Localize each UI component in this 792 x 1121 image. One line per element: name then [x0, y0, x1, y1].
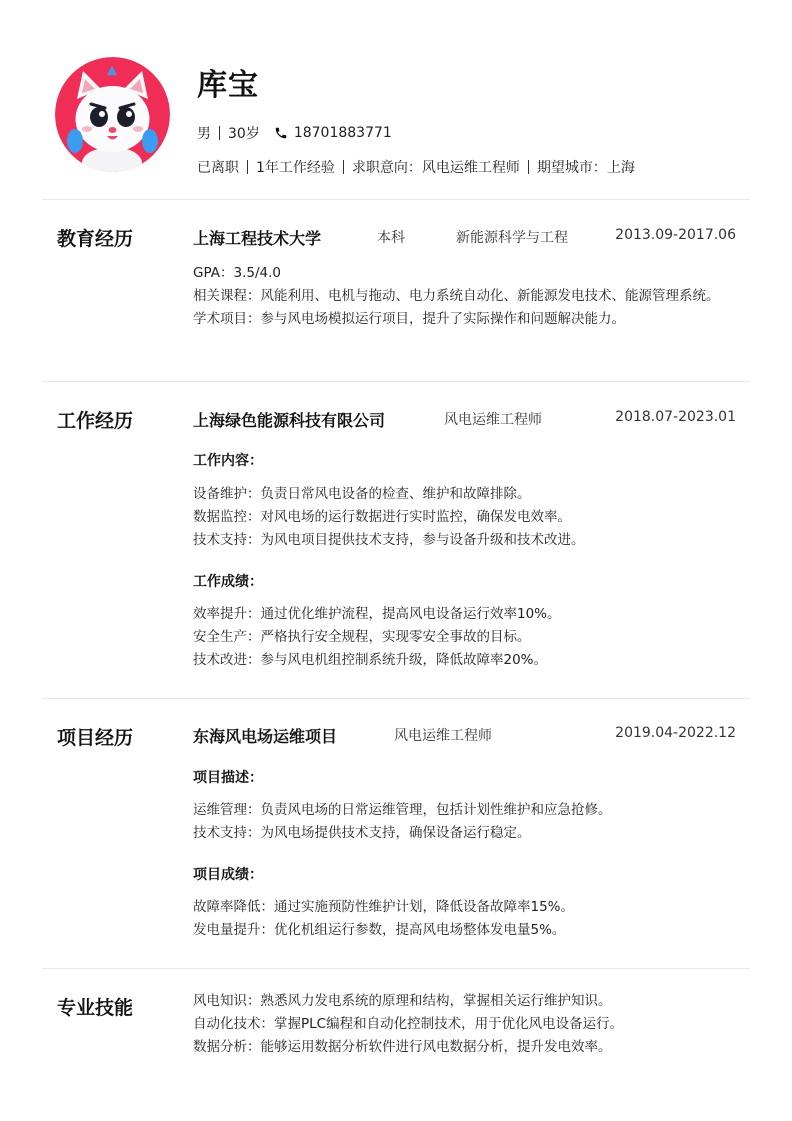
- list-item: 技术支持：为风电场提供技术支持，确保设备运行稳定。: [193, 825, 531, 841]
- project-role: 风电运维工程师: [394, 728, 492, 744]
- candidate-name: 库宝: [197, 68, 259, 103]
- section-title-education: 教育经历: [57, 228, 134, 250]
- project-result-heading: 项目成绩：: [193, 867, 263, 883]
- separator: [219, 126, 220, 140]
- avatar: [55, 57, 170, 172]
- list-item: 自动化技术：掌握PLC编程和自动化控制技术，用于优化风电设备运行。: [193, 1016, 624, 1032]
- expected-city: 期望城市：上海: [536, 160, 635, 176]
- list-item: GPA：3.5/4.0: [193, 265, 281, 281]
- work-content-heading: 工作内容：: [193, 453, 263, 469]
- list-item: 数据分析：能够运用数据分析软件进行风电数据分析，提升发电效率。: [193, 1039, 612, 1055]
- project-desc-heading: 项目描述：: [193, 770, 263, 786]
- list-item: 效率提升：通过优化维护流程，提高风电设备运行效率10%。: [193, 606, 561, 622]
- section-title-project: 项目经历: [57, 727, 134, 749]
- gender: 男: [197, 126, 211, 142]
- basic-info-row: [197, 123, 392, 143]
- section-title-work: 工作经历: [57, 410, 134, 432]
- work-role: 风电运维工程师: [444, 412, 542, 428]
- list-item: 技术改进：参与风电机组控制系统升级，降低故障率20%。: [193, 652, 548, 668]
- list-item: 技术支持：为风电项目提供技术支持，参与设备升级和技术改进。: [193, 532, 585, 548]
- employment-status: 已离职: [197, 160, 239, 176]
- degree: 本科: [377, 230, 405, 246]
- work-achievement-heading: 工作成绩：: [193, 574, 263, 590]
- separator: [247, 160, 248, 174]
- age: 30岁: [228, 126, 260, 142]
- list-item: 安全生产：严格执行安全规程，实现零安全事故的目标。: [193, 629, 531, 645]
- list-item: 设备维护：负责日常风电设备的检查、维护和故障排除。: [193, 486, 531, 502]
- project-name: 东海风电场运维项目: [193, 727, 338, 746]
- separator: [343, 160, 344, 174]
- list-item: 数据监控：对风电场的运行数据进行实时监控，确保发电效率。: [193, 509, 571, 525]
- education-date: 2013.09-2017.06: [615, 227, 736, 243]
- project-result-list: [193, 896, 723, 942]
- divider: [42, 199, 750, 200]
- company-name: 上海绿色能源科技有限公司: [193, 411, 386, 430]
- work-content-list: [193, 483, 723, 552]
- work-achievement-list: [193, 603, 723, 672]
- project-desc-list: [193, 799, 723, 845]
- divider: [42, 698, 750, 699]
- phone-icon: [274, 126, 288, 140]
- job-status-row: [197, 157, 635, 177]
- project-date: 2019.04-2022.12: [615, 725, 736, 741]
- phone-number: 18701883771: [293, 125, 392, 141]
- separator: [528, 160, 529, 174]
- work-date: 2018.07-2023.01: [615, 409, 736, 425]
- school-name: 上海工程技术大学: [193, 229, 322, 248]
- job-intention: 求职意向：风电运维工程师: [351, 160, 520, 176]
- major: 新能源科学与工程: [456, 230, 568, 246]
- divider: [42, 968, 750, 969]
- list-item: 发电量提升：优化机组运行参数，提高风电场整体发电量5%。: [193, 922, 566, 938]
- divider: [42, 381, 750, 382]
- skills-list: [193, 990, 723, 1059]
- list-item: 学术项目：参与风电场模拟运行项目，提升了实际操作和问题解决能力。: [193, 311, 625, 327]
- list-item: 相关课程：风能利用、电机与拖动、电力系统自动化、新能源发电技术、能源管理系统。: [193, 288, 720, 304]
- list-item: 运维管理：负责风电场的日常运维管理，包括计划性维护和应急抢修。: [193, 802, 612, 818]
- list-item: 风电知识：熟悉风力发电系统的原理和结构，掌握相关运行维护知识。: [193, 993, 612, 1009]
- work-experience: 1年工作经验: [256, 160, 335, 176]
- list-item: 故障率降低：通过实施预防性维护计划，降低设备故障率15%。: [193, 899, 575, 915]
- section-title-skills: 专业技能: [57, 997, 134, 1019]
- education-details: [193, 262, 723, 331]
